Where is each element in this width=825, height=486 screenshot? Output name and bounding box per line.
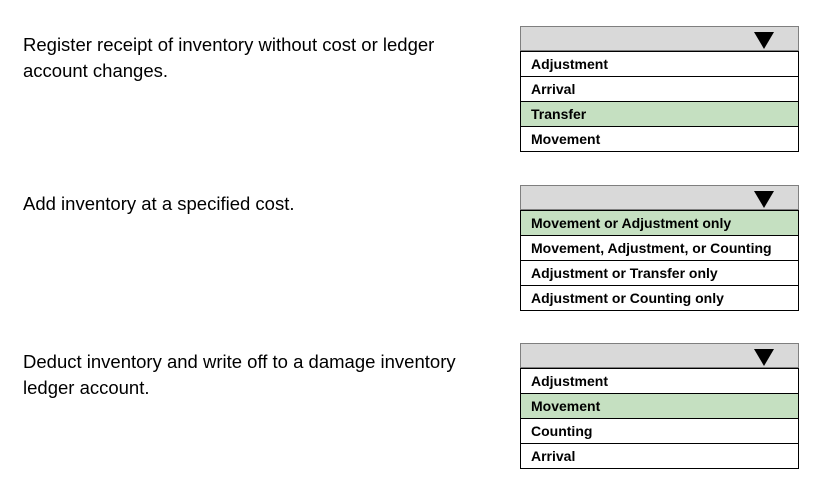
question-3-dropdown[interactable]	[520, 343, 799, 469]
dropdown-2-toggle[interactable]	[520, 185, 799, 210]
dropdown-2-options	[520, 210, 799, 311]
dropdown-1-options	[520, 51, 799, 152]
dropdown-option[interactable]: Adjustment or Transfer only	[521, 261, 798, 286]
dropdown-option[interactable]: Adjustment	[521, 369, 798, 394]
dropdown-option[interactable]: Counting	[521, 419, 798, 444]
dropdown-3-options	[520, 368, 799, 469]
triangle-down-icon	[754, 349, 774, 366]
dropdown-option-selected[interactable]: Movement or Adjustment only	[521, 211, 798, 236]
question-3-prompt: Deduct inventory and write off to a damage inventory ledger account.	[23, 351, 456, 398]
dropdown-3-toggle[interactable]	[520, 343, 799, 368]
dropdown-option[interactable]: Arrival	[521, 444, 798, 469]
dropdown-option[interactable]: Movement	[521, 127, 798, 152]
dropdown-option-selected[interactable]: Movement	[521, 394, 798, 419]
dropdown-option[interactable]: Movement, Adjustment, or Counting	[521, 236, 798, 261]
dropdown-1-toggle[interactable]	[520, 26, 799, 51]
dropdown-option[interactable]: Adjustment or Counting only	[521, 286, 798, 311]
question-2-dropdown[interactable]	[520, 185, 799, 311]
dropdown-option[interactable]: Adjustment	[521, 52, 798, 77]
dropdown-option-selected[interactable]: Transfer	[521, 102, 798, 127]
dropdown-option[interactable]: Arrival	[521, 77, 798, 102]
question-2-prompt: Add inventory at a specified cost.	[23, 193, 295, 214]
question-1-prompt: Register receipt of inventory without cost or ledger account changes.	[23, 34, 435, 81]
triangle-down-icon	[754, 191, 774, 208]
question-1-dropdown[interactable]	[520, 26, 799, 152]
triangle-down-icon	[754, 32, 774, 49]
